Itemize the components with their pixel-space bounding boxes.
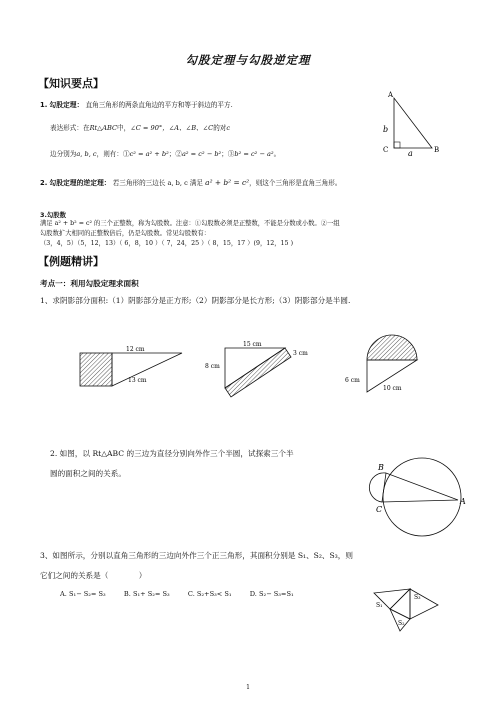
q1-fig2-left-label: 8 cm xyxy=(205,363,220,370)
q3-s1-label: S₁ xyxy=(376,602,383,609)
option-d[interactable]: D. S₂− S₃=S₁ xyxy=(249,590,294,598)
option-b[interactable]: B. S₁+ S₂= S₃ xyxy=(123,590,170,598)
formula-2: a² = c² − b² xyxy=(181,150,222,158)
item2-formula: a² + b² = c² xyxy=(205,178,250,187)
expression-line xyxy=(50,124,230,133)
item1-num: 1. xyxy=(40,101,48,109)
section-examples-header: 【例题精讲】 xyxy=(38,255,104,268)
side-vars: a, b, c xyxy=(76,150,97,158)
item3-line2: 勾股数扩大相同的正整数倍后，仍是勾股数。常见勾股数有： xyxy=(40,230,211,237)
q2-vertex-a-label: A xyxy=(460,497,466,506)
side-a-label: a xyxy=(408,149,413,158)
item2-term: 勾股定理的逆定理： xyxy=(49,179,111,187)
formula-3: b² = c² − a² xyxy=(234,150,274,158)
q2-semicircle-figure xyxy=(372,452,472,552)
option-a[interactable]: A. S₁− S₂= S₃ xyxy=(60,590,106,598)
formula-2-pre: ；② xyxy=(168,150,182,158)
q1-fig1-bottom-label: 13 cm xyxy=(128,377,147,384)
expr-mid: 中， xyxy=(117,124,131,132)
item3-heading: 3.勾股数 xyxy=(40,211,67,219)
item3-line1: 满足 a² + b² = c² 的三个正整数，称为勾股数。注意：①勾股数必须是正整数，不能是分数或小数。②一组 xyxy=(40,220,340,227)
q1-fig1-top-label: 12 cm xyxy=(126,346,145,353)
question-1: 1、求阴影部分面积:（1）阴影部分是正方形;（2）阴影部分是长方形;（3）阴影部分是半圆. xyxy=(40,296,351,305)
expr-c: c xyxy=(226,124,231,132)
vertex-b-label: B xyxy=(434,146,440,154)
question-3-options xyxy=(60,590,294,599)
item1-line xyxy=(40,101,233,110)
formula-line xyxy=(50,150,280,159)
section-knowledge-header: 【知识要点】 xyxy=(38,77,104,90)
vertex-c-label: C xyxy=(383,146,389,154)
q3-s2-label: S₂ xyxy=(398,620,405,627)
item1-term: 勾股定理： xyxy=(49,101,84,109)
formula-1: c² = a² + b² xyxy=(129,150,169,158)
item1-text: 直角三角形的两条直角边的平方和等于斜边的平方. xyxy=(85,101,233,109)
option-c[interactable]: C. S₂+S₃< S₁ xyxy=(187,590,232,598)
question-3-line1: 3、如图所示，分别以直角三角形的三边向外作三个正三角形，其面积分别是 S₁、S₂、S₃，则 xyxy=(40,551,353,560)
q1-fig3-left-label: 6 cm xyxy=(345,377,360,384)
item2-tail: ，则这个三角形是直角三角形。 xyxy=(249,179,342,187)
item2-text: 若三角形的三边长 a, b, c 满足 xyxy=(112,179,204,187)
q1-figure-1 xyxy=(78,345,188,405)
right-triangle-figure xyxy=(380,92,440,162)
point1-heading: 考点一：利用勾股定理求面积 xyxy=(40,279,139,288)
item3-line3: （3，4，5）（5，12，13）（ 6，8，10 ）（ 7，24，25 ）（ 8，15，17 ）(9，12，15 ) xyxy=(40,240,294,247)
side-prefix: 边分别为 xyxy=(50,150,77,158)
formula-end: 。 xyxy=(273,150,281,158)
q1-fig2-right-label: 3 cm xyxy=(293,350,308,357)
vertex-a-label: A xyxy=(388,91,394,99)
q1-fig3-bottom-label: 10 cm xyxy=(383,385,402,392)
side-then: ，则有：① xyxy=(96,150,130,158)
page-title: 勾股定理与勾股逆定理 xyxy=(185,53,311,67)
expr-triangle: Rt△ABC xyxy=(89,124,118,132)
formula-3-pre: ；③ xyxy=(221,150,235,158)
question-2-line1: 2. 如图，以 Rt△ABC 的三边为直径分别向外作三个半圆，试探索三个半 xyxy=(50,449,294,458)
q2-vertex-b-label: B xyxy=(378,463,384,472)
item2-num: 2. xyxy=(40,179,48,187)
q3-s3-label: S₃ xyxy=(414,594,421,601)
q1-figure-3 xyxy=(345,330,435,405)
q3-triangles-figure xyxy=(362,585,442,640)
item2-line xyxy=(40,178,341,188)
expr-angles: ∠C = 90°，∠A、∠B、∠C xyxy=(130,124,214,132)
expr-suffix: 的对 xyxy=(213,124,227,132)
expr-prefix: 表达形式：在 xyxy=(50,124,90,132)
question-3-line2: 它们之间的关系是（ ） xyxy=(40,571,147,580)
side-b-label: b xyxy=(383,125,389,134)
q1-figure-2 xyxy=(205,338,320,403)
q1-fig2-top-label: 15 cm xyxy=(243,341,262,348)
question-2-line2: 圆的面积之间的关系。 xyxy=(50,469,126,478)
q2-vertex-c-label: C xyxy=(376,505,383,514)
page-number: 1 xyxy=(246,684,250,691)
